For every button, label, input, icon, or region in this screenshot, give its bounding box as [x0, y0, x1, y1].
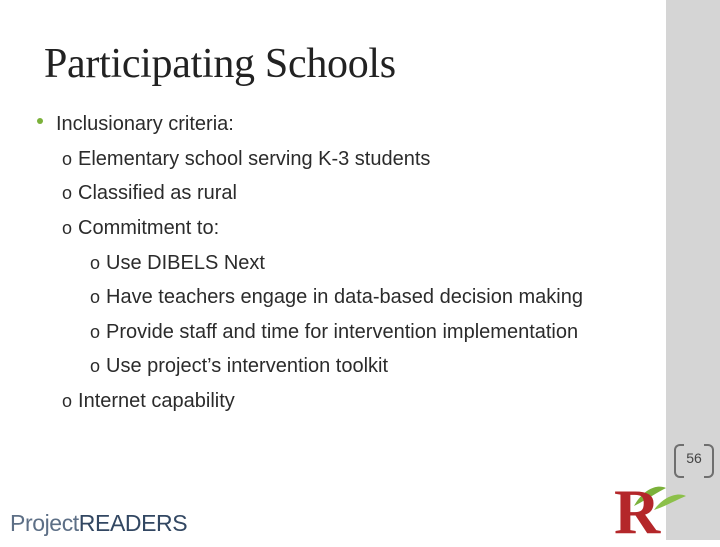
commitment-text: Use project’s intervention toolkit [106, 355, 389, 377]
commitment-item-toolkit [90, 354, 388, 378]
commitment-item-dibels [90, 251, 265, 275]
circle-bullet-icon: o [90, 356, 101, 376]
commitment-text: Have teachers engage in data-based decision making [106, 286, 583, 308]
commitment-item-staff [90, 320, 578, 344]
circle-bullet-icon: o [90, 322, 101, 342]
bullet-text: Inclusionary criteria: [56, 113, 234, 135]
circle-bullet-icon: o [62, 183, 73, 203]
commitment-text: Provide staff and time for intervention implementation [106, 321, 579, 343]
page-number: 56 [686, 450, 702, 466]
circle-bullet-icon: o [62, 218, 73, 238]
green-bullet-icon [37, 118, 43, 124]
logo-readers-text: READERS [78, 510, 188, 536]
sub-bullet-commitment [62, 216, 219, 240]
circle-bullet-icon: o [62, 391, 73, 411]
slide-title: Participating Schools [44, 41, 396, 87]
logo-project-text: Project [10, 510, 79, 536]
project-readers-logo [10, 510, 187, 537]
sub-bullet-rural [62, 181, 237, 205]
sub-bullet-text: Internet capability [78, 390, 235, 412]
sub-bullet-internet [62, 389, 235, 413]
sub-bullet-elementary [62, 147, 430, 171]
sub-bullet-text: Commitment to: [78, 217, 220, 239]
commitment-item-teachers [90, 285, 583, 309]
circle-bullet-icon: o [62, 149, 73, 169]
circle-bullet-icon: o [90, 287, 101, 307]
sub-bullet-text: Classified as rural [78, 182, 237, 204]
sub-bullet-text: Elementary school serving K-3 students [78, 148, 431, 170]
logo-r-letter: R [614, 476, 661, 547]
commitment-text: Use DIBELS Next [106, 252, 265, 274]
circle-bullet-icon: o [90, 253, 101, 273]
bullet-inclusionary-criteria [56, 112, 234, 136]
